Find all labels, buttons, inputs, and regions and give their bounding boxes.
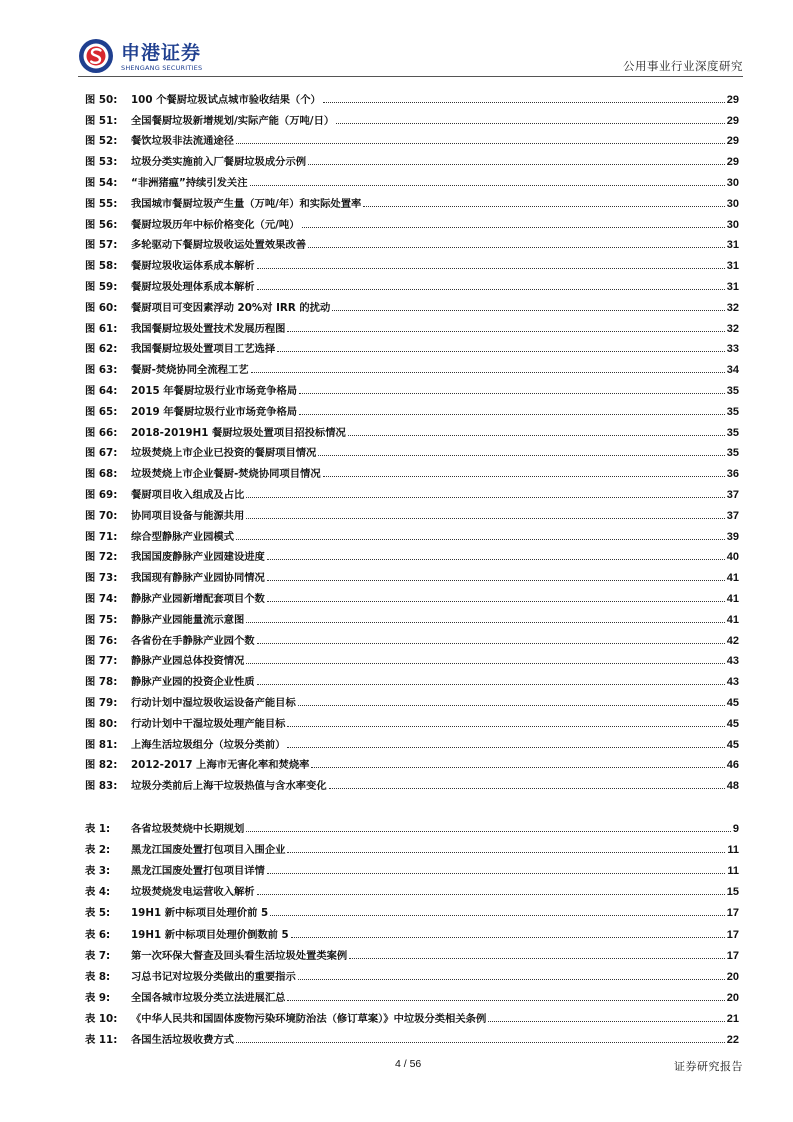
table-entry-title: 《中华人民共和国固体废物污染环境防治法（修订草案）》中垃圾分类相关条例 xyxy=(131,1012,487,1025)
table-entry-label: 表 2: xyxy=(85,844,111,857)
figure-entry[interactable] xyxy=(85,605,739,626)
figure-entry[interactable] xyxy=(85,272,739,293)
figure-entry-label: 图 69: xyxy=(85,488,118,501)
table-entry-title: 第一次环保大督查及回头看生活垃圾处置类案例 xyxy=(131,949,348,962)
figure-entry-page-number: 29 xyxy=(726,114,739,127)
figure-entry-page-number: 42 xyxy=(726,634,739,647)
figure-entry-title: 餐厨垃圾收运体系成本解析 xyxy=(131,260,255,273)
figure-entry-title: 我国城市餐厨垃圾产生量（万吨/年）和实际处置率 xyxy=(131,197,362,210)
figure-entry-label: 图 54: xyxy=(85,176,118,189)
figure-entry-title: 综合型静脉产业园模式 xyxy=(131,530,234,543)
table-entry-label: 表 1: xyxy=(85,823,111,836)
figure-entry-title: 餐厨项目可变因素浮动 20%对 IRR 的扰动 xyxy=(131,301,331,314)
figure-entry-leader-dots xyxy=(257,643,725,644)
figure-entry-leader-dots xyxy=(332,310,725,311)
figure-entry-label: 图 82: xyxy=(85,759,118,772)
figure-entry-leader-dots xyxy=(299,393,725,394)
figure-entry-leader-dots xyxy=(277,351,725,352)
figure-entry-label: 图 63: xyxy=(85,364,118,377)
table-entry-leader-dots xyxy=(291,937,725,938)
figure-entry-label: 图 62: xyxy=(85,343,118,356)
table-entry[interactable] xyxy=(85,898,739,919)
figure-entry-leader-dots xyxy=(308,247,725,248)
figure-entry[interactable] xyxy=(85,355,739,376)
figure-entry-leader-dots xyxy=(287,726,724,727)
table-entry[interactable] xyxy=(85,983,739,1004)
figure-entry-leader-dots xyxy=(251,372,725,373)
figure-entry-leader-dots xyxy=(257,684,725,685)
table-entry-page-number: 20 xyxy=(726,970,739,983)
figure-entry-label: 图 60: xyxy=(85,301,118,314)
figure-entry[interactable] xyxy=(85,147,739,168)
figure-entry-title: 餐厨项目收入组成及占比 xyxy=(131,488,245,501)
figure-entry[interactable] xyxy=(85,376,739,397)
figure-entry-title: 2012-2017 上海市无害化率和焚烧率 xyxy=(131,759,310,772)
table-entry-page-number: 22 xyxy=(726,1034,739,1047)
figure-entry-title: 我国国废静脉产业园建设进度 xyxy=(131,551,265,564)
figure-entry-leader-dots xyxy=(329,788,725,789)
figure-entry-label: 图 56: xyxy=(85,218,118,231)
figure-entry-page-number: 29 xyxy=(726,93,739,106)
figure-entry-page-number: 35 xyxy=(726,384,739,397)
figure-entry-leader-dots xyxy=(250,185,725,186)
figure-entry[interactable] xyxy=(85,709,739,730)
figure-entry-label: 图 81: xyxy=(85,738,118,751)
figure-entry-title: 行动计划中湿垃圾收运设备产能目标 xyxy=(131,696,296,709)
report-label: 证券研究报告 xyxy=(674,1060,743,1073)
figure-entry-label: 图 61: xyxy=(85,322,118,335)
table-index-list xyxy=(85,814,739,1046)
figure-entry-label: 图 73: xyxy=(85,572,118,585)
table-entry[interactable] xyxy=(85,919,739,940)
figure-entry-title: 上海生活垃圾组分（垃圾分类前） xyxy=(131,738,286,751)
figure-entry-leader-dots xyxy=(287,747,724,748)
figure-entry-leader-dots xyxy=(246,622,724,623)
figure-entry-page-number: 37 xyxy=(726,488,739,501)
table-entry-title: 全国各城市垃圾分类立法进展汇总 xyxy=(131,991,286,1004)
figure-entry-page-number: 32 xyxy=(726,301,739,314)
figure-entry-title: 静脉产业园的投资企业性质 xyxy=(131,676,255,689)
figure-entry[interactable] xyxy=(85,522,739,543)
figure-entry[interactable] xyxy=(85,459,739,480)
figure-entry-leader-dots xyxy=(246,518,724,519)
table-entry[interactable] xyxy=(85,877,739,898)
table-entry-title: 各省垃圾焚烧中长期规划 xyxy=(131,823,245,836)
figure-entry-page-number: 29 xyxy=(726,156,739,169)
table-entry-title: 黑龙江国废处置打包项目详情 xyxy=(131,865,265,878)
figure-entry-label: 图 79: xyxy=(85,696,118,709)
figure-entry-page-number: 31 xyxy=(726,239,739,252)
figure-entry-label: 图 64: xyxy=(85,384,118,397)
figure-entry[interactable] xyxy=(85,85,739,106)
figure-entry[interactable] xyxy=(85,397,739,418)
figure-entry-label: 图 80: xyxy=(85,717,118,730)
figure-entry-leader-dots xyxy=(267,580,725,581)
figure-entry-leader-dots xyxy=(311,767,724,768)
table-entry-page-number: 11 xyxy=(727,844,739,857)
figure-entry[interactable] xyxy=(85,106,739,127)
table-entry-leader-dots xyxy=(236,1042,725,1043)
figure-entry[interactable] xyxy=(85,335,739,356)
figure-entry[interactable] xyxy=(85,730,739,751)
figure-entry-title: 协同项目设备与能源共用 xyxy=(131,509,245,522)
figure-entry-title: “非洲猪瘟”持续引发关注 xyxy=(131,176,248,189)
figure-entry-leader-dots xyxy=(302,227,725,228)
figure-entry-page-number: 34 xyxy=(726,364,739,377)
figure-entry-title: 2015 年餐厨垃圾行业市场竞争格局 xyxy=(131,384,298,397)
figure-entry-leader-dots xyxy=(257,289,725,290)
figure-entry[interactable] xyxy=(85,439,739,460)
figure-entry-title: 多轮驱动下餐厨垃圾收运处置效果改善 xyxy=(131,239,307,252)
figure-entry-page-number: 31 xyxy=(726,260,739,273)
figure-entry-title: 2019 年餐厨垃圾行业市场竞争格局 xyxy=(131,405,298,418)
figure-entry-leader-dots xyxy=(348,435,725,436)
brand-name-cn: 申港证券 xyxy=(121,42,202,64)
figure-entry-leader-dots xyxy=(299,414,725,415)
figure-entry-title: 我国现有静脉产业园协同情况 xyxy=(131,572,265,585)
figure-entry-page-number: 30 xyxy=(726,218,739,231)
table-entry-label: 表 10: xyxy=(85,1012,118,1025)
figure-entry-title: 我国餐厨垃圾处置项目工艺选择 xyxy=(131,343,276,356)
figure-entry-page-number: 35 xyxy=(726,405,739,418)
table-entry-page-number: 9 xyxy=(732,823,739,836)
table-entry-label: 表 5: xyxy=(85,907,111,920)
figure-entry-title: 静脉产业园能量流示意图 xyxy=(131,613,245,626)
figure-entry-label: 图 83: xyxy=(85,780,118,793)
figure-entry-leader-dots xyxy=(236,143,725,144)
table-entry-page-number: 17 xyxy=(726,949,739,962)
table-entry-page-number: 15 xyxy=(726,886,739,899)
figure-entry-leader-dots xyxy=(267,559,725,560)
figure-entry-page-number: 31 xyxy=(726,280,739,293)
figure-entry-label: 图 71: xyxy=(85,530,118,543)
figure-entry-leader-dots xyxy=(336,123,725,124)
table-entry-page-number: 17 xyxy=(726,907,739,920)
figure-entry-label: 图 65: xyxy=(85,405,118,418)
figure-entry-title: 各省份在手静脉产业园个数 xyxy=(131,634,255,647)
table-entry-leader-dots xyxy=(257,894,725,895)
table-entry-leader-dots xyxy=(298,979,725,980)
figure-entry-title: 100 个餐厨垃圾试点城市验收结果（个） xyxy=(131,93,321,106)
figure-entry[interactable] xyxy=(85,189,739,210)
figure-entry-title: 2018-2019H1 餐厨垃圾处置项目招投标情况 xyxy=(131,426,346,439)
figure-entry-label: 图 68: xyxy=(85,468,118,481)
table-entry-label: 表 9: xyxy=(85,991,111,1004)
figure-entry[interactable] xyxy=(85,771,739,792)
table-entry-label: 表 8: xyxy=(85,970,111,983)
figure-entry-page-number: 43 xyxy=(726,676,739,689)
page-indicator: 4 / 56 xyxy=(395,1058,422,1070)
figure-entry-leader-dots xyxy=(267,601,725,602)
table-entry-page-number: 21 xyxy=(726,1012,739,1025)
table-entry-label: 表 3: xyxy=(85,865,111,878)
figure-entry-page-number: 45 xyxy=(726,717,739,730)
figure-entry-page-number: 40 xyxy=(726,551,739,564)
figure-entry-page-number: 33 xyxy=(726,343,739,356)
table-entry[interactable] xyxy=(85,856,739,877)
figure-entry-page-number: 43 xyxy=(726,655,739,668)
figure-entry-title: 垃圾焚烧上市企业已投资的餐厨项目情况 xyxy=(131,447,317,460)
figure-entry-label: 图 78: xyxy=(85,676,118,689)
figure-entry-label: 图 72: xyxy=(85,551,118,564)
figure-entry[interactable] xyxy=(85,293,739,314)
figure-entry-page-number: 37 xyxy=(726,509,739,522)
figure-entry[interactable] xyxy=(85,418,739,439)
figure-entry-page-number: 35 xyxy=(726,447,739,460)
figure-entry-title: 静脉产业园新增配套项目个数 xyxy=(131,592,265,605)
figure-entry-page-number: 41 xyxy=(726,572,739,585)
table-entry-page-number: 11 xyxy=(727,865,739,878)
report-type-label: 公用事业行业深度研究 xyxy=(623,59,743,73)
table-entry-leader-dots xyxy=(246,831,731,832)
header-divider xyxy=(78,76,743,77)
figure-entry-page-number: 45 xyxy=(726,738,739,751)
figure-entry-page-number: 48 xyxy=(726,780,739,793)
figure-entry-page-number: 32 xyxy=(726,322,739,335)
figure-entry[interactable] xyxy=(85,480,739,501)
figure-entry[interactable] xyxy=(85,584,739,605)
figure-entry-label: 图 57: xyxy=(85,239,118,252)
table-entry-title: 19H1 新中标项目处理价前 5 xyxy=(131,907,269,920)
figure-entry-title: 静脉产业园总体投资情况 xyxy=(131,655,245,668)
figure-entry[interactable] xyxy=(85,751,739,772)
table-entry-leader-dots xyxy=(287,852,725,853)
figure-entry-label: 图 66: xyxy=(85,426,118,439)
table-entry-title: 19H1 新中标项目处理价倒数前 5 xyxy=(131,928,289,941)
table-entry-leader-dots xyxy=(267,873,726,874)
figure-entry-label: 图 53: xyxy=(85,156,118,169)
figure-entry-title: 餐厨垃圾处理体系成本解析 xyxy=(131,280,255,293)
table-entry[interactable] xyxy=(85,941,739,962)
figure-entry-label: 图 76: xyxy=(85,634,118,647)
figure-entry-page-number: 41 xyxy=(726,592,739,605)
figure-entry-page-number: 30 xyxy=(726,176,739,189)
figure-entry-page-number: 46 xyxy=(726,759,739,772)
table-entry-label: 表 7: xyxy=(85,949,111,962)
figure-entry[interactable] xyxy=(85,563,739,584)
figure-entry-leader-dots xyxy=(318,455,724,456)
brand-name-en: SHENGANG SECURITIES xyxy=(121,64,203,72)
table-entry[interactable] xyxy=(85,962,739,983)
figure-entry-leader-dots xyxy=(298,705,725,706)
table-entry-page-number: 17 xyxy=(726,928,739,941)
figure-entry-page-number: 41 xyxy=(726,613,739,626)
figure-entry-label: 图 55: xyxy=(85,197,118,210)
figure-entry-page-number: 39 xyxy=(726,530,739,543)
figure-entry[interactable] xyxy=(85,667,739,688)
table-entry[interactable] xyxy=(85,1004,739,1025)
figure-entry-leader-dots xyxy=(246,497,724,498)
table-entry-label: 表 6: xyxy=(85,928,111,941)
figure-entry-label: 图 58: xyxy=(85,260,118,273)
table-entry-title: 黑龙江国废处置打包项目入围企业 xyxy=(131,844,286,857)
table-entry-title: 习总书记对垃圾分类做出的重要指示 xyxy=(131,970,296,983)
figure-entry-title: 垃圾分类前后上海干垃圾热值与含水率变化 xyxy=(131,780,327,793)
figure-entry[interactable] xyxy=(85,127,739,148)
figure-entry[interactable] xyxy=(85,231,739,252)
table-entry-title: 垃圾焚烧发电运营收入解析 xyxy=(131,886,255,899)
figure-entry[interactable] xyxy=(85,251,739,272)
figure-entry-leader-dots xyxy=(257,268,725,269)
figure-entry-title: 餐厨垃圾历年中标价格变化（元/吨） xyxy=(131,218,300,231)
figure-entry[interactable] xyxy=(85,168,739,189)
figure-entry-leader-dots xyxy=(236,539,725,540)
table-entry-title: 各国生活垃圾收费方式 xyxy=(131,1034,234,1047)
table-entry[interactable] xyxy=(85,835,739,856)
figure-entry-page-number: 36 xyxy=(726,468,739,481)
figure-entry-page-number: 30 xyxy=(726,197,739,210)
figure-entry-title: 全国餐厨垃圾新增规划/实际产能（万吨/日） xyxy=(131,114,335,127)
table-entry[interactable] xyxy=(85,1025,739,1046)
figure-entry[interactable] xyxy=(85,543,739,564)
figure-entry-label: 图 70: xyxy=(85,509,118,522)
figure-entry-leader-dots xyxy=(323,476,725,477)
figure-entry-page-number: 45 xyxy=(726,696,739,709)
figure-entry-leader-dots xyxy=(363,206,724,207)
shengang-logo-icon xyxy=(78,38,114,74)
figure-entry-leader-dots xyxy=(323,102,725,103)
figure-entry[interactable] xyxy=(85,501,739,522)
figure-entry-page-number: 29 xyxy=(726,135,739,148)
figure-entry[interactable] xyxy=(85,688,739,709)
figure-entry-label: 图 75: xyxy=(85,613,118,626)
figure-entry-label: 图 52: xyxy=(85,135,118,148)
figure-entry-title: 垃圾分类实施前入厂餐厨垃圾成分示例 xyxy=(131,156,307,169)
figure-entry-leader-dots xyxy=(246,663,724,664)
table-entry-label: 表 11: xyxy=(85,1034,118,1047)
figure-entry-title: 行动计划中干湿垃圾处理产能目标 xyxy=(131,717,286,730)
figure-entry-title: 垃圾焚烧上市企业餐厨-焚烧协同项目情况 xyxy=(131,468,321,481)
table-entry-leader-dots xyxy=(270,915,725,916)
figure-entry-label: 图 77: xyxy=(85,655,118,668)
table-entry-leader-dots xyxy=(349,958,725,959)
page-header xyxy=(0,0,793,82)
figure-entry-label: 图 59: xyxy=(85,280,118,293)
table-entry-leader-dots xyxy=(287,1000,724,1001)
figure-entry[interactable] xyxy=(85,314,739,335)
figure-entry-leader-dots xyxy=(308,164,725,165)
figure-index-list xyxy=(85,85,739,792)
figure-entry[interactable] xyxy=(85,626,739,647)
figure-entry-label: 图 74: xyxy=(85,592,118,605)
figure-entry-label: 图 67: xyxy=(85,447,118,460)
figure-entry-title: 餐饮垃圾非法流通途径 xyxy=(131,135,234,148)
table-entry[interactable] xyxy=(85,814,739,835)
table-entry-page-number: 20 xyxy=(726,991,739,1004)
figure-entry-label: 图 51: xyxy=(85,114,118,127)
figure-entry-label: 图 50: xyxy=(85,93,118,106)
table-entry-leader-dots xyxy=(488,1021,725,1022)
figure-entry-page-number: 35 xyxy=(726,426,739,439)
figure-entry-title: 餐厨-焚烧协同全流程工艺 xyxy=(131,364,249,377)
figure-entry[interactable] xyxy=(85,210,739,231)
figure-entry[interactable] xyxy=(85,647,739,668)
figure-entry-title: 我国餐厨垃圾处置技术发展历程图 xyxy=(131,322,286,335)
figure-entry-leader-dots xyxy=(287,331,724,332)
table-entry-label: 表 4: xyxy=(85,886,111,899)
